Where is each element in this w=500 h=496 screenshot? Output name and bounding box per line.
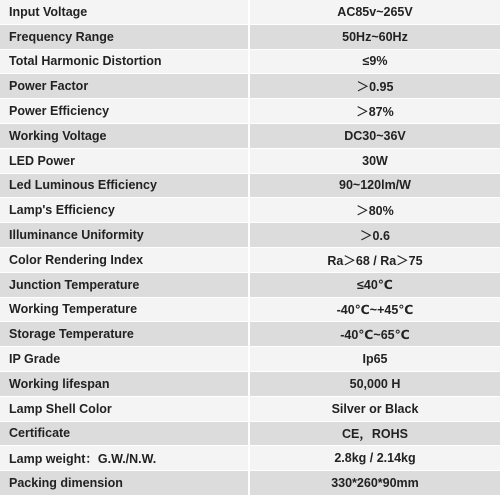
spec-label: Lamp weight：G.W./N.W. [0,446,249,471]
table-row [0,24,500,49]
spec-value: Ra＞68 / Ra＞75 [249,247,500,272]
table-row [0,446,500,471]
spec-value: ≤9% [249,49,500,74]
spec-label: LED Power [0,148,249,173]
table-row [0,99,500,124]
table-row [0,371,500,396]
spec-label: IP Grade [0,347,249,372]
table-row [0,396,500,421]
table-row [0,297,500,322]
spec-value: ＞87% [249,99,500,124]
table-row [0,49,500,74]
spec-label: Working Temperature [0,297,249,322]
spec-label: Working Voltage [0,123,249,148]
spec-label: Total Harmonic Distortion [0,49,249,74]
spec-value: DC30~36V [249,123,500,148]
spec-label: Storage Temperature [0,322,249,347]
spec-value: 50Hz~60Hz [249,24,500,49]
table-row [0,0,500,24]
spec-label: Input Voltage [0,0,249,24]
spec-label: Power Factor [0,74,249,99]
spec-value: 30W [249,148,500,173]
table-row [0,421,500,446]
spec-value: ＞0.95 [249,74,500,99]
spec-value: 50,000 H [249,371,500,396]
spec-label: Packing dimension [0,471,249,496]
spec-label: Power Efficiency [0,99,249,124]
spec-value: ≤40℃ [249,272,500,297]
table-row [0,148,500,173]
spec-value: Silver or Black [249,396,500,421]
table-row [0,198,500,223]
spec-label: Color Rendering Index [0,247,249,272]
spec-label: Led Luminous Efficiency [0,173,249,198]
spec-label: Frequency Range [0,24,249,49]
table-row [0,322,500,347]
table-row [0,272,500,297]
spec-value: CE，ROHS [249,421,500,446]
table-row [0,471,500,496]
table-row [0,347,500,372]
table-row [0,74,500,99]
spec-label: Illuminance Uniformity [0,223,249,248]
spec-label: Lamp's Efficiency [0,198,249,223]
spec-label: Working lifespan [0,371,249,396]
spec-label: Junction Temperature [0,272,249,297]
spec-value: -40℃~65℃ [249,322,500,347]
spec-value: AC85v~265V [249,0,500,24]
table-row [0,123,500,148]
spec-value: 2.8kg / 2.14kg [249,446,500,471]
spec-label: Lamp Shell Color [0,396,249,421]
spec-value: Ip65 [249,347,500,372]
spec-value: 90~120lm/W [249,173,500,198]
table-row [0,223,500,248]
table-row [0,173,500,198]
spec-value: 330*260*90mm [249,471,500,496]
spec-label: Certificate [0,421,249,446]
spec-value: -40℃~+45℃ [249,297,500,322]
spec-value: ＞0.6 [249,223,500,248]
table-row [0,247,500,272]
spec-value: ＞80% [249,198,500,223]
